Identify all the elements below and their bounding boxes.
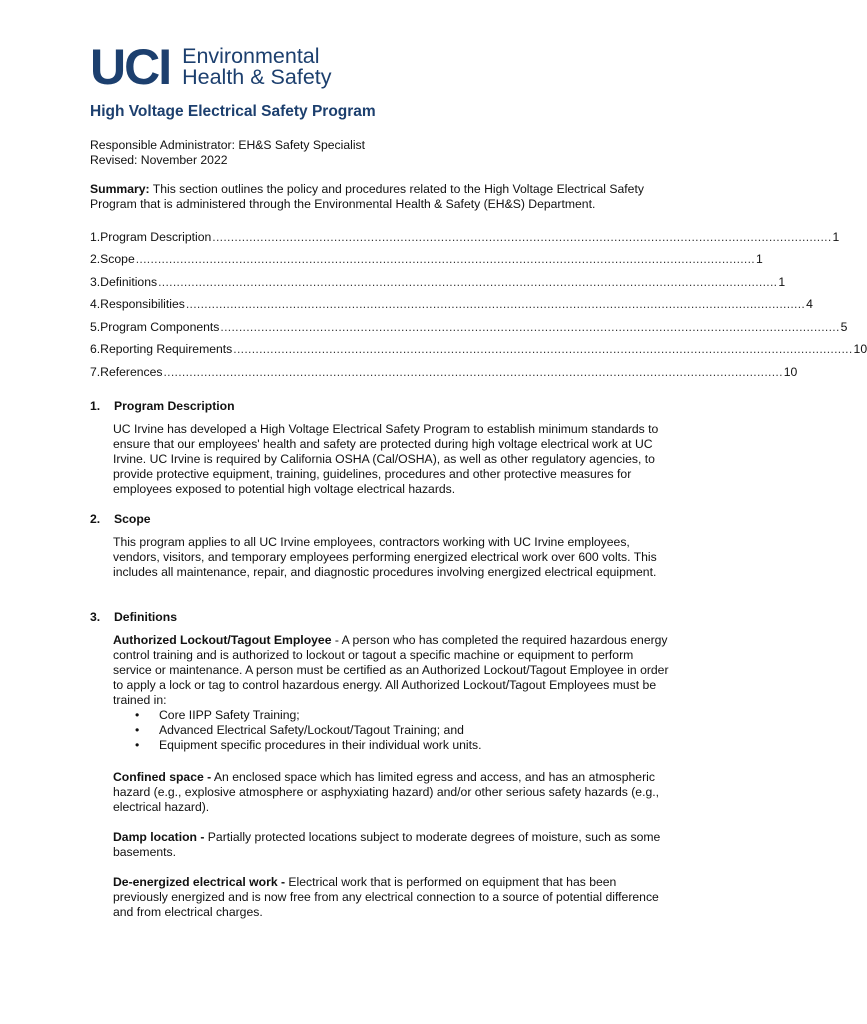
section-heading-program-description <box>90 399 235 414</box>
definition-term: Damp location - <box>113 830 205 844</box>
logo-mark: UCI <box>90 39 171 95</box>
toc-row[interactable] <box>90 361 798 384</box>
toc-page: 5 <box>840 319 848 334</box>
section-title: Scope <box>114 512 151 526</box>
toc-number: 1. <box>90 229 101 244</box>
logo-subtitle <box>182 46 331 88</box>
toc-leader: ........................................................................................................................................................................ <box>135 252 755 267</box>
toc-number: 2. <box>90 252 101 267</box>
section-heading-scope <box>90 512 151 527</box>
logo-line-1: Environmental <box>182 44 320 68</box>
toc-number: 3. <box>90 274 101 289</box>
uci-ehs-logo <box>90 39 332 95</box>
toc-page: 1 <box>832 229 840 244</box>
definition-de-energized-work <box>113 875 673 920</box>
definition-damp-location <box>113 830 673 860</box>
toc-number: 6. <box>90 342 101 357</box>
program-description-text: UC Irvine has developed a High Voltage Electrical Safety Program to establish minimum standards to ensure that our employees' health and safety are protected during high voltage electrical work at UC Irvine. UC Irvine is required by California OSHA (Cal/OSHA), as well as other regulatory agencies, to provide protective equipment, training, guidelines, procedures and other protective measures for employees exposed to potential high voltage electrical hazards. <box>113 422 659 496</box>
toc-label: Definitions <box>100 274 158 289</box>
toc-leader: ........................................................................................................................................................................ <box>163 364 783 379</box>
table-of-contents <box>90 226 867 384</box>
definition-term: De-energized electrical work - <box>113 875 286 889</box>
definition-text: An enclosed space which has limited egress and access, and has an atmospheric hazard (e.g., explosive atmosphere or asphyxiating hazard) and/or other serious safety hazards (e.g., electrical hazard). <box>113 770 660 814</box>
toc-leader: ........................................................................................................................................................................ <box>220 319 840 334</box>
toc-row[interactable] <box>90 249 763 272</box>
responsible-administrator: Responsible Administrator: EH&S Safety Specialist <box>90 138 366 152</box>
list-item: • Advanced Electrical Safety/Lockout/Tagout Training; and <box>113 723 673 738</box>
summary <box>90 182 680 212</box>
section-number: 2. <box>90 512 101 526</box>
summary-label: Summary: <box>90 182 150 196</box>
definition-term: Authorized Lockout/Tagout Employee <box>113 633 332 647</box>
toc-leader: ........................................................................................................................................................................ <box>185 297 806 312</box>
section-number: 3. <box>90 610 101 624</box>
toc-leader: ........................................................................................................................................................................ <box>158 274 778 289</box>
toc-page: 1 <box>778 274 786 289</box>
document-meta <box>90 138 365 168</box>
toc-label: Responsibilities <box>100 297 185 312</box>
toc-number: 5. <box>90 319 101 334</box>
toc-label: Program Description <box>100 229 212 244</box>
toc-page: 10 <box>783 364 798 379</box>
revised-date: Revised: November 2022 <box>90 153 228 167</box>
toc-leader: ........................................................................................................................................................................ <box>233 342 853 357</box>
toc-row[interactable] <box>90 226 840 249</box>
summary-text: This section outlines the policy and procedures related to the High Voltage Electrical Safety Program that is administered through the Environmental Health & Safety (EH&S) Department. <box>90 182 644 211</box>
document-title: High Voltage Electrical Safety Program <box>90 103 376 120</box>
section-title: Definitions <box>114 610 177 624</box>
toc-label: Reporting Requirements <box>100 342 233 357</box>
toc-page: 4 <box>806 297 813 312</box>
toc-number: 4. <box>90 297 101 312</box>
toc-page: 1 <box>756 252 763 267</box>
section-heading-definitions <box>90 610 177 625</box>
toc-leader: ........................................................................................................................................................................ <box>212 229 832 244</box>
toc-label: References <box>100 364 163 379</box>
section-number: 1. <box>90 399 101 413</box>
toc-row[interactable] <box>90 316 848 339</box>
definition-text: - A person who has completed the required hazardous energy control training and is authorized to lockout or tagout a specific machine or equipment to perform service or maintenance. A person must be certified as an Authorized Lockout/Tagout Employee in order to apply a lock or tag to control hazardous energy. All Authorized Lockout/Tagout Employees must be trained in: <box>113 633 669 707</box>
toc-row[interactable] <box>90 339 867 362</box>
definition-text: Partially protected locations subject to moderate degrees of moisture, such as some basements. <box>113 830 661 859</box>
toc-row[interactable] <box>90 271 786 294</box>
definition-term: Confined space - <box>113 770 212 784</box>
section-title: Program Description <box>114 399 235 413</box>
logo-line-2: Health & Safety <box>182 65 332 89</box>
definition-text: Electrical work that is performed on equipment that has been previously energized and is now free from any electrical connection to a source of potential difference and from electrical charges. <box>113 875 659 919</box>
toc-label: Scope <box>100 252 135 267</box>
toc-label: Program Components <box>100 319 220 334</box>
toc-number: 7. <box>90 364 101 379</box>
scope-text: This program applies to all UC Irvine employees, contractors working with UC Irvine employees, vendors, visitors, and temporary employees performing energized electrical work over 600 volts. This includes all maintenance, repair, and diagnostic procedures involving energized electrical equipment. <box>113 535 657 579</box>
definition-confined-space <box>113 770 673 815</box>
toc-page: 10 <box>853 342 867 357</box>
training-list <box>113 708 673 753</box>
toc-row[interactable] <box>90 294 813 317</box>
list-item: • Equipment specific procedures in their individual work units. <box>113 738 673 753</box>
definition-authorized-lockout-tagout <box>113 633 673 753</box>
list-item: • Core IIPP Safety Training; <box>113 708 673 723</box>
